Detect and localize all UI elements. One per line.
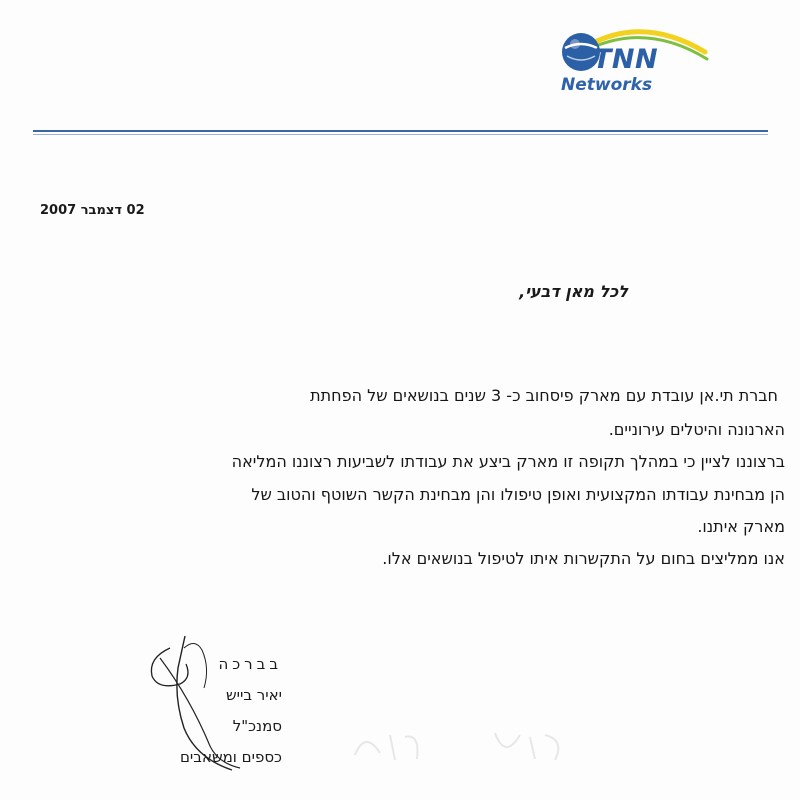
body-line: הן מבחינת עבודתו המקצועית ואופן טיפולו והן מבחינת הקשר השוטף והטוב של xyxy=(251,485,785,504)
signature-department: כספים ומשאבים xyxy=(179,748,282,766)
body-line: הארנונה והיטלים עירוניים. xyxy=(608,420,785,439)
logo-subword: Networks xyxy=(561,75,653,95)
body-line: אנו ממליצים בחום על התקשרות איתו לטיפול בנושאים אלו. xyxy=(382,549,785,568)
faint-stamp-mark xyxy=(345,715,575,775)
signature-name: יאיר בייש xyxy=(226,686,282,704)
letter-salutation: לכל מאן דבעי, xyxy=(519,282,628,301)
body-line: חברת תי.אן עובדת עם מארק פיסחוב כ- 3 שנים בנושאים של הפחתת xyxy=(310,386,778,405)
signature-role: סמנכ"ל xyxy=(232,717,282,735)
letter-date: 02 דצמבר 2007 xyxy=(40,203,145,218)
header-divider xyxy=(33,130,768,135)
company-logo xyxy=(555,22,715,102)
signature-closing: בברכה xyxy=(218,655,282,673)
body-line: מארק איתנו. xyxy=(697,517,785,536)
logo-wordmark: TNN xyxy=(593,44,659,75)
body-line: ברצוננו לציין כי במהלך תקופה זו מארק ביצע את עבודתו לשביעות רצוננו המליאה xyxy=(231,452,785,471)
